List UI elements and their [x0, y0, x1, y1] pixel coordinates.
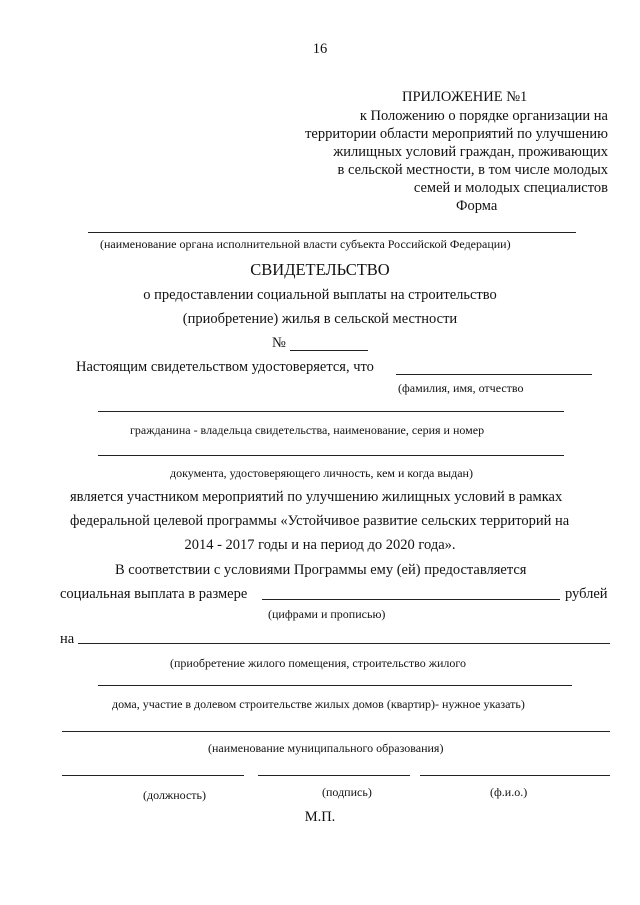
appendix-line-3: жилищных условий граждан, проживающих: [333, 144, 608, 160]
on-label: на: [60, 631, 75, 647]
fio-signature-line: [420, 775, 610, 776]
fio-line: [396, 374, 592, 375]
municipality-line: [62, 731, 610, 732]
participant-line-2: федеральной целевой программы «Устойчивое развитие сельских территорий на: [70, 513, 570, 529]
purpose-line: [78, 643, 610, 644]
accordance-text: В соответствии с условиями Программы ему (ей) предоставляется: [115, 562, 527, 578]
certify-text: Настоящим свидетельством удостоверяется, что: [76, 359, 374, 375]
participant-line-1: является участником мероприятий по улучшению жилищных условий в рамках: [70, 489, 563, 505]
certificate-title: СВИДЕТЕЛЬСТВО: [250, 260, 390, 279]
authority-caption: (наименование органа исполнительной власти субъекта Российской Федерации): [100, 237, 511, 251]
fio-signature-caption: (ф.и.о.): [490, 785, 528, 799]
purpose-line-2: [98, 685, 572, 686]
participant-line-3: 2014 - 2017 годы и на период до 2020 года».: [184, 537, 456, 553]
purpose-caption-2: дома, участие в долевом строительстве жилых домов (квартир)- нужное указать): [112, 697, 525, 711]
certificate-number-label: №: [272, 335, 286, 351]
certificate-number-line: [290, 350, 368, 351]
position-line: [62, 775, 244, 776]
signature-line: [258, 775, 410, 776]
currency-label: рублей: [565, 586, 608, 602]
payment-amount-line: [262, 599, 560, 600]
appendix-line-2: территории области мероприятий по улучшению: [305, 126, 608, 142]
payment-label: социальная выплата в размере: [60, 586, 248, 602]
appendix-line-1: к Положению о порядке организации на: [359, 108, 608, 124]
authority-line: [88, 232, 576, 233]
stamp-label: М.П.: [304, 809, 336, 825]
municipality-caption: (наименование муниципального образования): [208, 741, 444, 755]
signature-caption: (подпись): [322, 785, 372, 799]
appendix-line-5: семей и молодых специалистов: [413, 180, 608, 196]
citizen-caption: гражданина - владельца свидетельства, наименование, серия и номер: [130, 423, 485, 437]
appendix-title: ПРИЛОЖЕНИЕ №1: [402, 89, 528, 105]
amount-caption: (цифрами и прописью): [268, 607, 386, 621]
certificate-subtitle-1: о предоставлении социальной выплаты на строительство: [143, 287, 497, 303]
form-label: Форма: [456, 198, 498, 214]
purpose-caption-1: (приобретение жилого помещения, строительство жилого: [170, 656, 467, 670]
fio-caption: (фамилия, имя, отчество: [398, 381, 524, 395]
document-line: [98, 455, 564, 456]
citizen-line: [98, 411, 564, 412]
document-caption: документа, удостоверяющего личность, кем и когда выдан): [170, 466, 473, 480]
certificate-subtitle-2: (приобретение) жилья в сельской местности: [182, 311, 458, 327]
appendix-line-4: в сельской местности, в том числе молодых: [337, 162, 608, 178]
position-caption: (должность): [143, 788, 206, 802]
page-number: 16: [312, 41, 328, 57]
